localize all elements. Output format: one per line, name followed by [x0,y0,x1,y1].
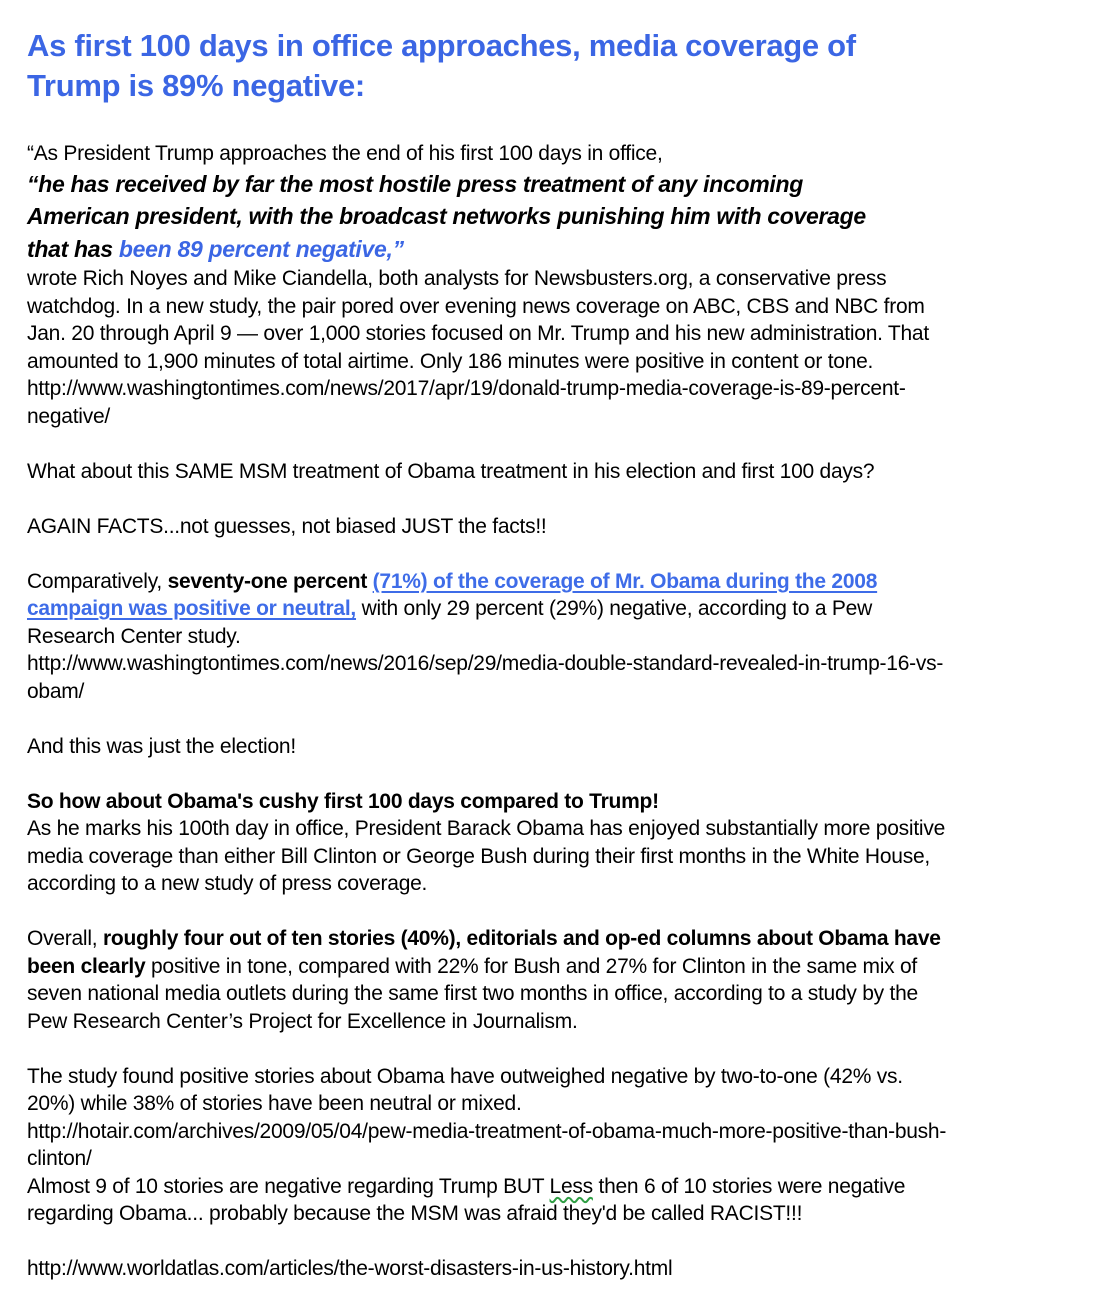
text-run: obam/ [27,679,85,703]
study-findings-paragraph-line [27,1145,1096,1173]
comparatively-paragraph [27,568,1096,706]
election-note [27,733,1096,761]
blank-line [27,540,1096,568]
text-run: 20%) while 38% of stories have been neutral or mixed. [27,1092,522,1115]
newsbusters-paragraph-line [27,293,1096,321]
quote-intro [27,140,1096,168]
obama-question-line [27,458,1096,486]
blank-line [27,760,1096,788]
overall-paragraph-line [27,953,1096,981]
blank-line [27,485,1096,513]
newsbusters-paragraph-line [27,403,1096,431]
overall-paragraph [27,925,1096,1035]
document-content [27,26,1096,1283]
obama-100-days-paragraph-line [27,788,1096,816]
bold-text: been clearly [27,954,146,978]
obama-100-days-paragraph-line [27,843,1096,871]
headline-line [27,26,1096,66]
text-run: http://www.worldatlas.com/articles/the-worst-disasters-in-us-history.html [27,1257,673,1280]
text-run: Jan. 20 through April 9 — over 1,000 stories focused on Mr. Trump and his new administration. That [27,322,929,345]
comparatively-paragraph-line [27,650,1096,678]
highlighted-quote-fragment: been 89 percent negative,” [118,235,404,262]
text-run: http://www.washingtontimes.com/news/2016/sep/29/media-double-standard-revealed-in-trump-16-vs- [27,652,944,675]
text-run: Almost 9 of 10 stories are negative regarding Trump BUT [27,1174,550,1198]
obama-100-days-paragraph [27,788,1096,898]
text-run: What about this SAME MSM treatment of Obama treatment in his election and first 100 days? [27,459,875,483]
newsbusters-paragraph-line [27,265,1096,293]
study-findings-paragraph-line [27,1173,1096,1201]
text-run: regarding Obama... probably because the MSM was afraid they'd be called RACIST!!! [27,1202,803,1225]
text-run: wrote Rich Noyes and Mike Ciandella, both analysts for Newsbusters.org, a conservative press [27,267,887,290]
text-run: And this was just the election! [27,734,296,758]
worldatlas-url-line [27,1255,1096,1283]
newsbusters-paragraph [27,265,1096,430]
text-run: As first 100 days in office approaches, media coverage of [27,28,856,63]
election-note-line [27,733,1096,761]
text-run: Trump is 89% negative: [27,68,365,103]
comparatively-paragraph-line [27,595,1096,623]
bold-text: So how about Obama's cushy first 100 days compared to Trump! [27,789,659,813]
comparatively-paragraph-line [27,623,1096,651]
newsbusters-paragraph-line [27,320,1096,348]
text-run: that has [27,235,119,262]
blank-line [27,430,1096,458]
text-run: The study found positive stories about Obama have outweighed negative by two-to-one (42% vs. [27,1064,903,1088]
comparatively-paragraph-line [27,678,1096,706]
again-facts-line [27,513,1096,541]
text-run: “As President Trump approaches the end of his first 100 days in office, [27,142,663,165]
pull-quote [27,168,1096,266]
text-run: Research Center study. [27,624,241,648]
text-run: seven national media outlets during the same first two months in office, according to a study by the [27,982,918,1005]
worldatlas-url [27,1255,1096,1283]
blank-line [27,1035,1096,1063]
text-run: positive in tone, compared with 22% for Bush and 27% for Clinton in the same mix of [145,954,917,978]
text-run: http://www.washingtontimes.com/news/2017/apr/19/donald-trump-media-coverage-is-89-percent- [27,377,906,400]
text-run: As he marks his 100th day in office, President Barack Obama has enjoyed substantially more positive [27,817,946,840]
text-run: “he has received by far the most hostile press treatment of any incoming [27,170,803,197]
text-run: watchdog. In a new study, the pair pored over evening news coverage on ABC, CBS and NBC from [27,294,925,318]
text-run: media coverage than either Bill Clinton or George Bush during their first months in the White House, [27,844,930,868]
again-facts [27,513,1096,541]
newsbusters-paragraph-line [27,375,1096,403]
blank-line [27,1228,1096,1256]
text-run: Comparatively, [27,569,168,593]
obama-coverage-link[interactable]: campaign was positive or neutral, [27,597,357,620]
text-run: American president, with the broadcast networks punishing him with coverage [27,203,866,229]
study-findings-paragraph-line [27,1118,1096,1146]
headline [27,26,1096,106]
text-run: clinton/ [27,1147,92,1170]
quote-intro-line [27,140,1096,168]
bold-text: seventy-one percent [167,569,373,593]
text-run: according to a new study of press coverage. [27,872,428,895]
text-run: AGAIN FACTS...not guesses, not biased JUST the facts!! [27,514,547,538]
obama-question [27,458,1096,486]
newsbusters-paragraph-line [27,348,1096,376]
overall-paragraph-line [27,980,1096,1008]
text-run: negative/ [27,404,110,428]
obama-coverage-link[interactable]: (71%) of the coverage of Mr. Obama during the 2008 [372,569,878,593]
study-findings-paragraph-line [27,1090,1096,1118]
pull-quote-line [27,233,1096,266]
comparatively-paragraph-line [27,568,1096,596]
spellcheck-flagged-word: Less [549,1174,593,1198]
blank-line [27,705,1096,733]
study-findings-paragraph-line [27,1063,1096,1091]
text-run: http://hotair.com/archives/2009/05/04/pew-media-treatment-of-obama-much-more-positive-than-bush- [27,1119,947,1143]
study-findings-paragraph-line [27,1200,1096,1228]
text-run: with only 29 percent (29%) negative, according to a Pew [356,597,872,620]
bold-text: roughly four out of ten stories (40%), editorials and op-ed columns about Obama have [102,927,941,950]
text-run: amounted to 1,900 minutes of total airtime. Only 186 minutes were positive in content or tone. [27,349,874,373]
pull-quote-line [27,168,1096,201]
overall-paragraph-line [27,1008,1096,1036]
pull-quote-line [27,200,1096,233]
text-run: Pew Research Center’s Project for Excellence in Journalism. [27,1009,578,1033]
blank-line [27,898,1096,926]
text-run: Overall, [27,927,103,950]
obama-100-days-paragraph-line [27,870,1096,898]
study-findings-paragraph [27,1063,1096,1228]
obama-100-days-paragraph-line [27,815,1096,843]
headline-line [27,66,1096,106]
text-run: then 6 of 10 stories were negative [592,1174,906,1198]
overall-paragraph-line [27,925,1096,953]
